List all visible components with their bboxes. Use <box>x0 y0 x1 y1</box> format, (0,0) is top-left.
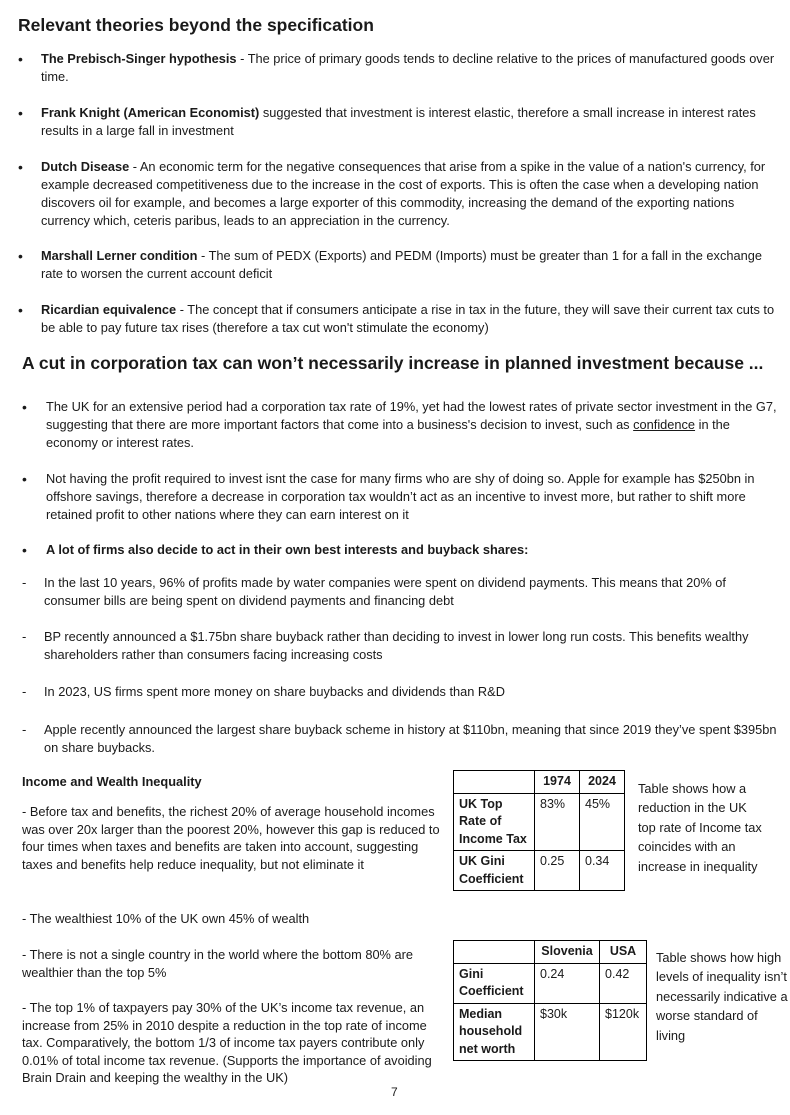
table-header: 1974 <box>535 771 580 794</box>
dash-item <box>22 683 782 701</box>
table-header: Slovenia <box>535 941 600 964</box>
item-text: The UK for an extensive period had a corporation tax rate of 19%, yet had the lowest rates of private sector investment in the G7, suggesting that there are more important factors that come into a business's decision to invest, such as <box>46 399 777 432</box>
bullet-icon: • <box>18 248 23 264</box>
list-item <box>18 104 778 140</box>
bullet-icon: • <box>18 159 23 175</box>
table-header-row <box>454 941 647 964</box>
page-number: 7 <box>391 1085 398 1099</box>
table-header-row <box>454 771 625 794</box>
table-cell <box>454 771 535 794</box>
dash-icon: - <box>22 722 27 737</box>
paragraph: - The top 1% of taxpayers pay 30% of the UK’s income tax revenue, an increase from 25% in 2010 despite a reduction in the top rate of income tax. Comparatively, the bottom 1/3 of income tax payers contribute only 0.01% of total income tax revenue. (Supports the importance of avoiding Brain Drain and keeping the wealthy in the UK) <box>22 1000 432 1086</box>
item-text: Not having the profit required to invest isnt the case for many firms who are shy of doing so. Apple for example has $250bn in offshore savings, therefore a decrease in corporation tax wouldn’t act as an incentive to invest more, but rather to shift more retained profit to other nations where they can earn interest on it <box>46 471 755 522</box>
table-row <box>454 963 647 1003</box>
table-cell: 0.34 <box>580 851 625 891</box>
slovenia-usa-table <box>453 940 647 1061</box>
item-text: - The price of primary goods tends to decline relative to the prices of manufactured goods over time. <box>41 51 775 84</box>
bullet-icon: • <box>22 399 27 415</box>
table-note: Table shows how a reduction in the UK top rate of Income tax coincides with an increase in inequality <box>638 781 762 874</box>
item-text: - An economic term for the negative consequences that arise from a spike in the value of a nation's currency, for example decreased competitiveness due to the increase in the cost of exports. This is often the case when a developing nation discovers oil for example, and becomes a large exporter of this commodity, increasing the demand of the exporting nations currency which, ceteris paribus, leads to an appreciation in the currency. <box>41 159 766 228</box>
table-row-label: UK Gini Coefficient <box>454 851 535 891</box>
bullet-icon: • <box>22 542 27 558</box>
table-row <box>454 1003 647 1061</box>
item-text: - The sum of PEDX (Exports) and PEDM (Imports) must be greater than 1 for a fall in the exchange rate to worsen the current account deficit <box>41 248 762 281</box>
item-text: BP recently announced a $1.75bn share buyback rather than deciding to invest in lower long run costs. This benefits wealthy shareholders rather than consumers facing increasing costs <box>44 629 749 662</box>
bullet-icon: • <box>18 105 23 121</box>
table-header: USA <box>600 941 647 964</box>
bullet-icon: • <box>18 51 23 67</box>
table-cell: $120k <box>600 1003 647 1061</box>
item-text: A lot of firms also decide to act in their own best interests and buyback shares: <box>46 542 529 557</box>
table-cell: 0.24 <box>535 963 600 1003</box>
list-item <box>22 470 782 524</box>
item-term: Ricardian equivalence <box>41 302 177 317</box>
table-row <box>454 851 625 891</box>
table-cell <box>454 941 535 964</box>
dash-icon: - <box>22 575 27 590</box>
item-term: The Prebisch-Singer hypothesis <box>41 51 237 66</box>
item-term: Dutch Disease <box>41 159 130 174</box>
confidence-link[interactable]: confidence <box>633 417 696 432</box>
table-header: 2024 <box>580 771 625 794</box>
list-item <box>22 541 782 559</box>
table-cell: 45% <box>580 793 625 851</box>
tax-gini-table <box>453 770 625 891</box>
paragraph: - The wealthiest 10% of the UK own 45% of wealth <box>22 911 310 926</box>
table-row-label: Gini Coefficient <box>454 963 535 1003</box>
item-text: Apple recently announced the largest share buyback scheme in history at $110bn, meaning that since 2019 they’ve spent $395bn on share buybacks. <box>44 722 777 755</box>
list-item <box>18 301 778 337</box>
list-item <box>18 158 778 230</box>
table-cell: 83% <box>535 793 580 851</box>
table-row <box>454 793 625 851</box>
item-text: In the last 10 years, 96% of profits made by water companies were spent on dividend payments. This means that 20% of consumer bills are being spent on dividend payments and financing debt <box>44 575 726 608</box>
list-item <box>22 398 782 452</box>
dash-item <box>22 574 782 610</box>
paragraph: - Before tax and benefits, the richest 20% of average household incomes was over 20x larger than the poorest 20%, however this gap is reduced to four times when taxes and benefits are taken into account, suggesting taxes and benefits help reduce inequality, but not eliminate it <box>22 804 440 872</box>
item-text: - The concept that if consumers anticipate a rise in tax in the future, they will save their current tax cuts to be able to pay future tax rises (therefore a tax cut won't stimulate the economy) <box>41 302 775 335</box>
list-item <box>18 247 778 283</box>
table-row-label: Median household net worth <box>454 1003 535 1061</box>
dash-icon: - <box>22 629 27 644</box>
table-note: Table shows how high levels of inequality isn’t necessarily indicative a worse standard of living <box>656 950 788 1043</box>
item-term: Marshall Lerner condition <box>41 248 198 263</box>
bullet-icon: • <box>18 302 23 318</box>
dash-item <box>22 721 782 757</box>
item-text: In 2023, US firms spent more money on share buybacks and dividends than R&D <box>44 684 505 699</box>
item-text: in the economy or interest rates. <box>46 417 730 450</box>
dash-item <box>22 628 782 664</box>
item-text: suggested that investment is interest elastic, therefore a small increase in interest rates results in a large fall in investment <box>41 105 756 138</box>
section-heading-theories: Relevant theories beyond the specification <box>18 15 374 35</box>
section-heading-inequality: Income and Wealth Inequality <box>22 774 202 789</box>
list-item <box>18 50 778 86</box>
table-cell: $30k <box>535 1003 600 1061</box>
bullet-icon: • <box>22 471 27 487</box>
table-row-label: UK Top Rate of Income Tax <box>454 793 535 851</box>
paragraph: - There is not a single country in the world where the bottom 80% are wealthier than the top 5% <box>22 947 413 980</box>
table-cell: 0.25 <box>535 851 580 891</box>
dash-icon: - <box>22 684 27 699</box>
section-heading-corporation-tax: A cut in corporation tax can won’t necessarily increase in planned investment because ... <box>22 353 764 373</box>
item-term: Frank Knight (American Economist) <box>41 105 260 120</box>
table-cell: 0.42 <box>600 963 647 1003</box>
